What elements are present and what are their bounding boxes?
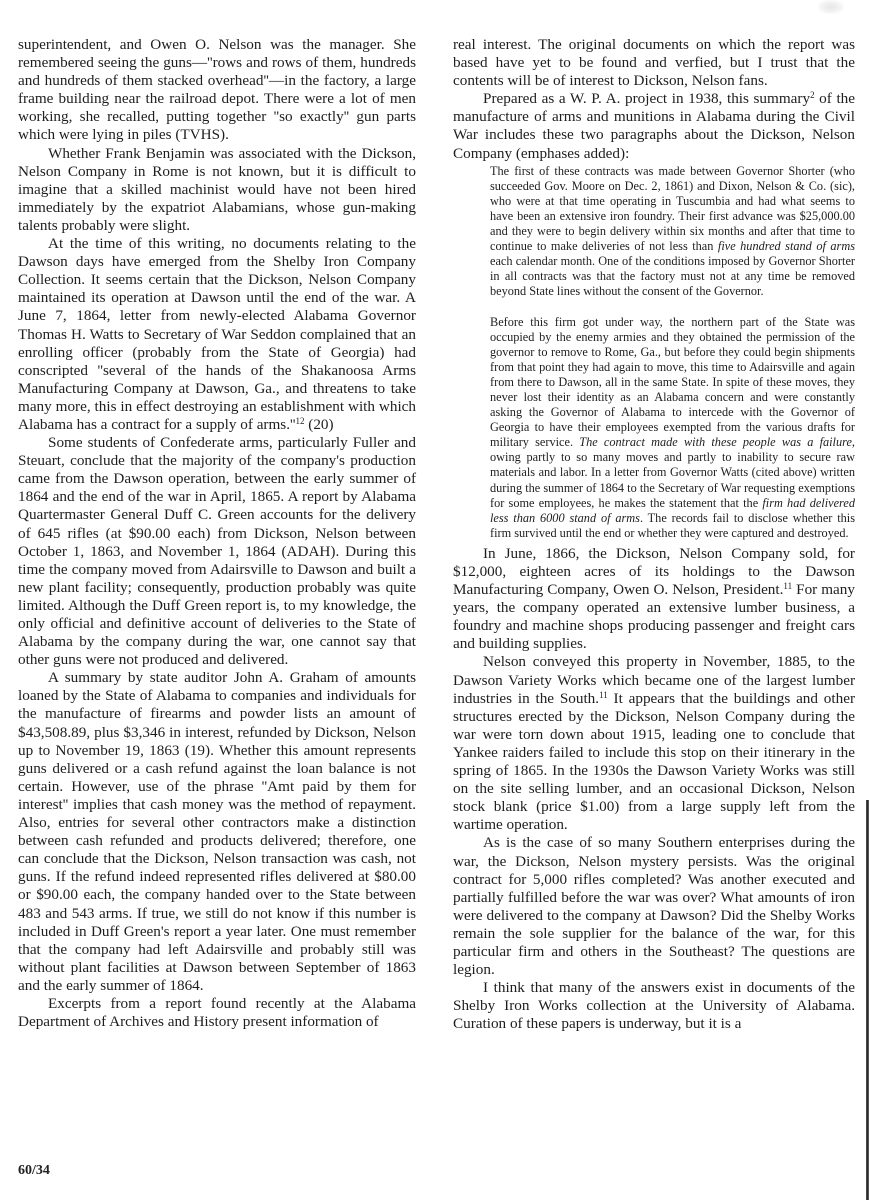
quote-2-text-end: . The records fail to disclose whether this firm survived until the end or whether they were captured and destroyed. [490, 510, 855, 540]
quote-1-text-cont: each calendar month. One of the conditions imposed by Governor Shorter in all contracts was that the factory must not at any time be removed beyond State lines without the consent of the Governor. [490, 254, 855, 299]
wpa-summary-text-cont: of the manufacture of arms and munitions in Alabama during the Civil War includes these two paragraphs about the Dickson, Nelson Company (emphases added): [453, 90, 855, 162]
paragraph-continued: real interest. The original documents on which the report was based have yet to be found and verfied, but I trust that the contents will be of interest to Dickson, Nelson fans. [453, 36, 855, 90]
block-quote [490, 164, 855, 541]
quote-paragraph-2 [490, 315, 855, 541]
quote-2-emphasis-1: The contract made with these people was a failure [579, 435, 852, 450]
quote-paragraph-1 [490, 164, 855, 300]
paragraph-1: superintendent, and Owen O. Nelson was the manager. She remembered seeing the guns—''rows and rows of them, hundreds and hundreds of them stacked overhead''—in the factory, a large frame building near the railroad depot. There were a lot of men working, she recalled, putting together ''so exactly'' gun parts which were lying in piles (TVHS). [18, 36, 416, 144]
paragraph-3-text: At the time of this writing, no documents relating to the Dawson days have emerged from the Shelby Iron Company Collection. It seems certain that the Dickson, Nelson Company maintained its operation at Dawson until the end of the war. A June 7, 1864, letter from newly-elected Alabama Governor Thomas H. Watts to Secretary of War Seddon complained that an enrolling officer (probably from the State of Georgia) had conscripted ''several of the hands of the Shakanoosa Arms Manufacturing Company at Dawson, Ga., and threatens to take many more, this in effect destroying an establishment with which Alabama has a contract for a supply of arms.'' [18, 235, 416, 433]
footnote-ref-11a: 11 [783, 581, 793, 592]
conveyance-text-cont: It appears that the buildings and other structures erected by the Dickson, Nelson Company during the war were torn down about 1915, leading one to conclude that Yankee raiders failed to include this stop on their itinerary in the spring of 1865. In the 1930s the Dawson Variety Works was still on the site selling lumber, and an occasional Dickson, Nelson stock blank (price $1.00) from a large supply left from the wartime operation. [453, 689, 856, 834]
quote-2-text: Before this firm got under way, the northern part of the State was occupied by the enemy armies and they obtained the permission of the governor to remove to Rome, Ga., but before they could begin shipments from that point they had again to move, this time to Adairsville and again from there to Dawson, all in the same State. In spite of these moves, they never lost their identity as an Alabama concern and were constantly asking the Governor of Alabama to intercede with the Governor of Georgia to have their employees exempted from the various drafts for military service. [490, 314, 855, 450]
paragraph-4: Some students of Confederate arms, particularly Fuller and Steuart, conclude that the majority of the company's production came from the Dawson operation, between the early summer of 1864 and the end of the war in April, 1865. A report by Alabama Quartermaster General Duff C. Green accounts for the delivery of 645 rifles (at $90.00 each) from Dickson, Nelson between October 1, 1863, and November 1, 1864 (ADAH). During this time the company moved from Adairsville to Dawson and built a new plant facility; consequently, production probably was quite limited. Although the Duff Green report is, to my knowledge, the only official and definitive account of deliveries to the State of Alabama by the company during the war, one cannot say that other guns were not produced and delivered. [18, 434, 416, 669]
paragraph-2: Whether Frank Benjamin was associated with the Dickson, Nelson Company in Rome is not known, but it is difficult to imagine that a skilled machinist would have not been hired immediately by the expatriot Alabamians, whose gun-making talents probably were slight. [18, 144, 416, 234]
footnote-ref-2: 2 [810, 90, 815, 101]
paragraph-mystery: As is the case of so many Southern enterprises during the war, the Dickson, Nelson mystery persists. Was the original contract for 5,000 rifles completed? Was another executed and partially fulfilled before the war was over? What amounts of iron were delivered to the company at Dawson? Did the Shelby Works remain the sole supplier for the balance of the war, for this particular firm and others in the Southeast? The questions are legion. [453, 834, 855, 979]
quote-1-emphasis: five hundred stand of arms [717, 239, 855, 254]
footnote-ref-12: 12 [295, 415, 305, 426]
page-number: 60/34 [18, 1163, 50, 1178]
paragraph-3-citation: (20) [304, 415, 334, 433]
paragraph-6: Excerpts from a report found recently at the Alabama Department of Archives and History present information of [18, 994, 416, 1031]
quote-1-text: The first of these contracts was made between Governor Shorter (who succeeded Gov. Moore on Dec. 2, 1861) and Dixon, Nelson & Co. (sic), who were at that time operating in Tuscumbia and had what seems to have been an extensive iron foundry. Their first advance was $25,000.00 and they were to begin delivery within six months and after that time to continue to make deliveries of not less than [490, 163, 855, 254]
right-column [453, 36, 855, 1033]
conveyance-text: Nelson conveyed this property in November, 1885, to the Dawson Variety Works which became one of the largest lumber industries in the South. [453, 653, 855, 707]
sale-text: In June, 1866, the Dickson, Nelson Company sold, for $12,000, eighteen acres of its holdings to the Dawson Manufacturing Company, Owen O. Nelson, President. [453, 544, 855, 599]
paragraph-5: A summary by state auditor John A. Graham of amounts loaned by the State of Alabama to companies and individuals for the manufacture of firearms and powder lists an amount of $43,508.89, plus $3,346 in interest, refunded by Dickson, Nelson up to November 19, 1863 (19). Whether this amount represents guns delivered or a cash refund against the loan balance is not certain. However, use of the phrase ''Amt paid by them for interest'' implies that cash money was the method of repayment. Also, entries for several other contractors make a distinction between cash refunded and products delivered; therefore, one can conclude that the Dickson, Nelson transaction was cash, not guns. If the refund indeed represented rifles delivered at $80.00 or $90.00 each, the company handed over to the State between 483 and 543 arms. If true, we still do not know if this number is included in Duff Green's report a year later. One must remember that the company had left Adairsville and probably still was without plant facilities at Dawson between September of 1863 and the early summer of 1864. [18, 669, 416, 994]
wpa-summary-text: Prepared as a W. P. A. project in 1938, this summary [483, 90, 811, 108]
paragraph-conveyance-1885 [453, 653, 855, 834]
paragraph-wpa-summary [453, 90, 855, 162]
paragraph-answers: I think that many of the answers exist in documents of the Shelby Iron Works collection at the University of Alabama. Curation of these papers is underway, but it is a [453, 979, 855, 1033]
quote-2-emphasis-2: firm had delivered less than 6000 stand of arms [490, 495, 855, 525]
scan-edge-shadow [866, 800, 869, 1200]
quote-2-text-cont: , owing partly to so many moves and partly to inability to secure raw materials and labor. In a letter from Governor Watts (cited above) written during the summer of 1864 to the Secretary of War requesting exemptions for some employees, he makes the statement that the [490, 435, 855, 510]
left-column [18, 36, 416, 1031]
paragraph-sale-1866 [453, 545, 855, 654]
sale-text-cont: For many years, the company operated an extensive lumber business, a foundry and machine shops producing passenger and freight cars and building supplies. [453, 581, 855, 653]
paragraph-3 [18, 235, 416, 434]
footnote-ref-11b: 11 [599, 689, 608, 700]
scan-smudge [818, 0, 844, 14]
